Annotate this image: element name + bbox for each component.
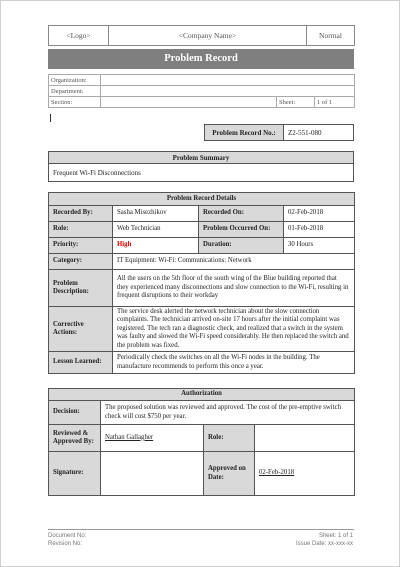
corrective-actions-value: The service desk alerted the network technician about the slow connection complaints. The technician arrived on-site 17 hours after the initial complaint was registered. The tech ran a diagnostic check, and realized that a switch in the system was faulty and slowed the Wi-Fi speed considerably. He then replaced the switch and the problem was fixed. [113, 307, 355, 352]
decision-label: Decision: [49, 401, 101, 425]
organization-value[interactable] [101, 75, 355, 86]
category-label: Category: [49, 254, 113, 270]
section-value[interactable] [101, 97, 277, 108]
record-number-label: Problem Record No.: [205, 125, 284, 141]
revision-number: Revision No: [48, 541, 83, 547]
details-heading: Problem Record Details [49, 193, 355, 206]
description-label: Problem Description: [49, 270, 113, 307]
occurred-on-label: Problem Occurred On: [199, 222, 284, 238]
department-value[interactable] [101, 86, 355, 97]
problem-details-table [48, 192, 355, 374]
header-table [48, 25, 355, 46]
sheet-label: Sheet: [277, 97, 315, 108]
footer-divider [48, 529, 354, 530]
organization-label: Organization: [49, 75, 101, 86]
priority-label: Priority: [49, 238, 113, 254]
organization-table [48, 74, 355, 108]
auth-role-label: Role: [204, 425, 255, 452]
approved-on-label: Approved on Date: [204, 452, 255, 496]
signature-label: Signature: [49, 452, 101, 496]
record-number-value: Z2-551-080 [284, 125, 354, 141]
recorded-on-label: Recorded On: [199, 206, 284, 222]
recorded-by-value: Sasha Misezhikov [113, 206, 199, 222]
duration-value: 30 Hours [284, 238, 355, 254]
role-label: Role: [49, 222, 113, 238]
reviewed-by-value: Nathan Gallagher [101, 425, 204, 452]
problem-summary-heading: Problem Summary [49, 152, 354, 164]
signature-value[interactable] [101, 452, 204, 496]
text-cursor [50, 114, 51, 122]
authorization-table [48, 388, 355, 496]
page-title: Problem Record [48, 49, 354, 69]
problem-summary-table [48, 151, 354, 182]
problem-summary-text: Frequent Wi-Fi Disconnections [49, 164, 354, 182]
footer-left [48, 532, 86, 548]
role-value: Web Technician [113, 222, 199, 238]
auth-role-value[interactable] [255, 425, 355, 452]
style-label: Normal [307, 26, 355, 46]
department-label: Department: [49, 86, 101, 97]
corrective-actions-label: Corrective Actions: [49, 307, 113, 352]
record-number-table [204, 124, 354, 141]
approved-on-value: 02-Feb-2018 [255, 452, 355, 496]
lesson-learned-label: Lesson Learned: [49, 352, 113, 374]
occurred-on-value: 01-Feb-2018 [284, 222, 355, 238]
duration-label: Duration: [199, 238, 284, 254]
lesson-learned-value: Periodically check the switches on all the Wi-Fi nodes in the building. The manufacture recommends to perform this once a year. [113, 352, 355, 374]
recorded-on-value: 02-Feb-2018 [284, 206, 355, 222]
footer-sheet: Sheet: 1 of 1 [318, 533, 353, 539]
category-value: IT Equipment: Wi-Fi: Communications: Network [113, 254, 355, 270]
section-label: Section: [49, 97, 101, 108]
reviewed-by-label: Reviewed & Approved By: [49, 425, 101, 452]
footer-right [296, 532, 353, 548]
sheet-value: 1 of 1 [315, 97, 355, 108]
issue-date: Issue Date: xx-xxx-xx [295, 541, 353, 547]
logo-placeholder: <Logo> [49, 26, 109, 46]
company-name: <Company Name> [109, 26, 307, 46]
authorization-heading: Authorization [49, 389, 355, 401]
recorded-by-label: Recorded By: [49, 206, 113, 222]
description-value: All the users on the 5th floor of the south wing of the Blue building reported that they experienced many disconnections and slow connection to the Wi-Fi, resulting in frequent disruptions to their workday [113, 270, 355, 307]
decision-value: The proposed solution was reviewed and approved. The cost of the pre-emptive switch check will cost $750 per year. [101, 401, 355, 425]
document-number: Document No: [48, 533, 87, 539]
priority-value: High [113, 238, 199, 254]
